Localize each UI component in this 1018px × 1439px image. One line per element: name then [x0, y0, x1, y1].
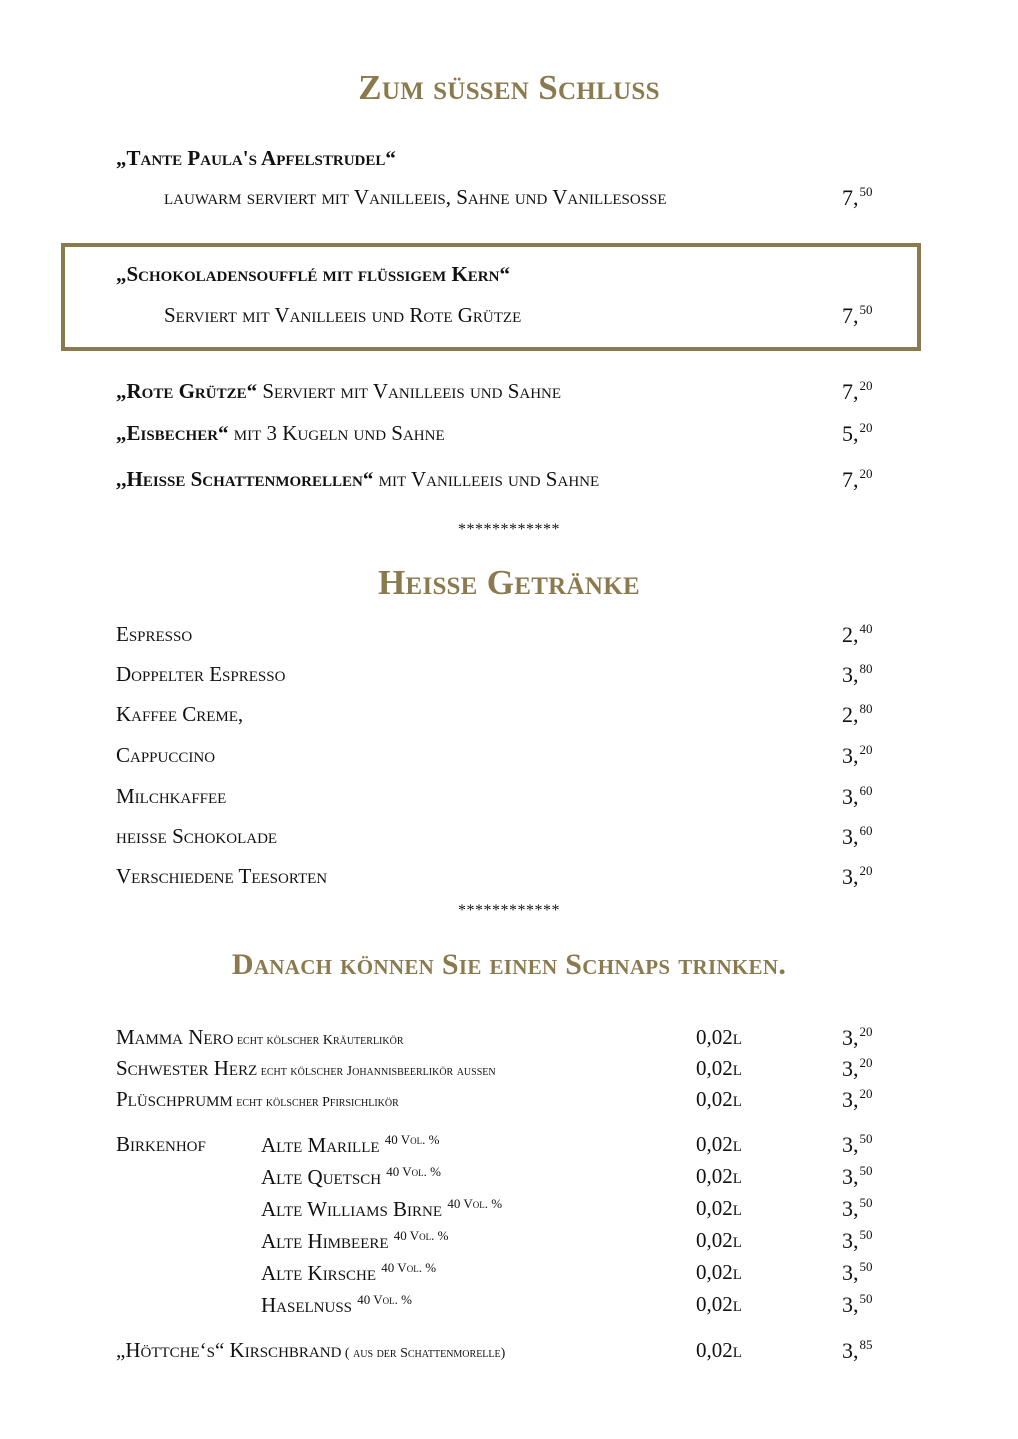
- liqueur-volume: 0,02l: [696, 1025, 742, 1049]
- liqueur-item: Schwester Herz echt kölscher Johannisbeerlikör aussen: [116, 1056, 496, 1080]
- birkenhof-price: 3,50: [842, 1259, 873, 1285]
- birkenhof-volume: 0,02l: [696, 1196, 742, 1220]
- birkenhof-item: Alte Himbeere $^{40 Vol. \%}$: [261, 1228, 449, 1253]
- liqueur-item: Plüschprumm echt kölscher Pfirsichlikör: [116, 1087, 399, 1111]
- highlight-frame: [61, 243, 921, 351]
- hot-drink-price: 2,40: [842, 621, 873, 647]
- hot-drink-name: Espresso: [116, 622, 193, 646]
- birkenhof-volume: 0,02l: [696, 1228, 742, 1252]
- kirschbrand-item: „Höttche‘s“ Kirschbrand ( aus der Schattenmorelle): [116, 1338, 506, 1362]
- birkenhof-volume: 0,02l: [696, 1260, 742, 1284]
- hot-drink-price: 3,60: [842, 783, 873, 809]
- birkenhof-price: 3,50: [842, 1131, 873, 1157]
- kirschbrand-volume: 0,02l: [696, 1338, 742, 1362]
- birkenhof-price: 3,50: [842, 1195, 873, 1221]
- birkenhof-volume: 0,02l: [696, 1292, 742, 1316]
- hot-drink-name: Kaffee Creme,: [116, 702, 244, 726]
- hot-drink-price: 3,80: [842, 661, 873, 687]
- birkenhof-price: 3,50: [842, 1227, 873, 1253]
- liqueur-price: 3,20: [842, 1086, 873, 1112]
- birkenhof-item: Alte Quetsch $^{40 Vol. \%}$: [261, 1164, 442, 1189]
- hot-drink-price: 3,20: [842, 742, 873, 768]
- birkenhof-item: Alte Kirsche $^{40 Vol. \%}$: [261, 1260, 437, 1285]
- hot-drink-name: heiße Schokolade: [116, 824, 278, 848]
- birkenhof-item: Alte Williams Birne $^{40 Vol. \%}$: [261, 1196, 503, 1221]
- hot-drinks-heading: Heiße Getränke: [378, 563, 640, 602]
- liqueur-item: Mamma Nero echt kölscher Kräuterlikör: [116, 1025, 404, 1049]
- liqueur-volume: 0,02l: [696, 1056, 742, 1080]
- dessert-heading: Zum süßen Schluss: [358, 68, 660, 107]
- liqueur-price: 3,20: [842, 1024, 873, 1050]
- schnaps-heading: Danach können Sie einen Schnaps trinken.: [231, 948, 787, 981]
- hot-drink-name: Cappuccino: [116, 743, 216, 767]
- hot-drink-name: Doppelter Espresso: [116, 662, 286, 686]
- eisbecher-price: 5,20: [842, 420, 873, 446]
- separator-1: ************: [458, 521, 560, 538]
- souffle-name: „Schokoladensoufflé mit flüssigem Kern“: [116, 262, 510, 286]
- separator-2: ************: [458, 902, 560, 919]
- birkenhof-price: 3,50: [842, 1163, 873, 1189]
- kirschbrand-price: 3,85: [842, 1337, 873, 1363]
- birkenhof-item: Haselnuss $^{40 Vol. \%}$: [261, 1292, 412, 1317]
- birkenhof-price: 3,50: [842, 1291, 873, 1317]
- apfelstrudel-price: 7,50: [842, 184, 873, 210]
- hot-drink-price: 3,20: [842, 863, 873, 889]
- birkenhof-volume: 0,02l: [696, 1132, 742, 1156]
- souffle-desc: Serviert mit Vanilleeis und Rote Grütze: [164, 303, 522, 327]
- liqueur-price: 3,20: [842, 1055, 873, 1081]
- souffle-price: 7,50: [842, 302, 873, 328]
- hot-drink-price: 2,80: [842, 701, 873, 727]
- apfelstrudel-name: „Tante Paula's Apfelstrudel“: [116, 146, 396, 170]
- hot-drink-name: Verschiedene Teesorten: [116, 864, 328, 888]
- apfelstrudel-desc: lauwarm serviert mit Vanilleeis, Sahne und Vanillesoße: [164, 185, 667, 209]
- rote-gruetze-item: „Rote Grütze“ Serviert mit Vanilleeis und Sahne: [116, 379, 562, 403]
- eisbecher-item: „Eisbecher“ mit 3 Kugeln und Sahne: [116, 421, 445, 445]
- birkenhof-volume: 0,02l: [696, 1164, 742, 1188]
- morellen-item: ,,Heiße Schattenmorellen“ mit Vanilleeis und Sahne: [116, 467, 600, 491]
- rote-gruetze-price: 7,20: [842, 378, 873, 404]
- hot-drink-price: 3,60: [842, 823, 873, 849]
- hot-drink-name: Milchkaffee: [116, 784, 227, 808]
- brand-label: Birkenhof: [116, 1132, 206, 1156]
- morellen-price: 7,20: [842, 466, 873, 492]
- birkenhof-item: Alte Marille $^{40 Vol. \%}$: [261, 1132, 440, 1157]
- liqueur-volume: 0,02l: [696, 1087, 742, 1111]
